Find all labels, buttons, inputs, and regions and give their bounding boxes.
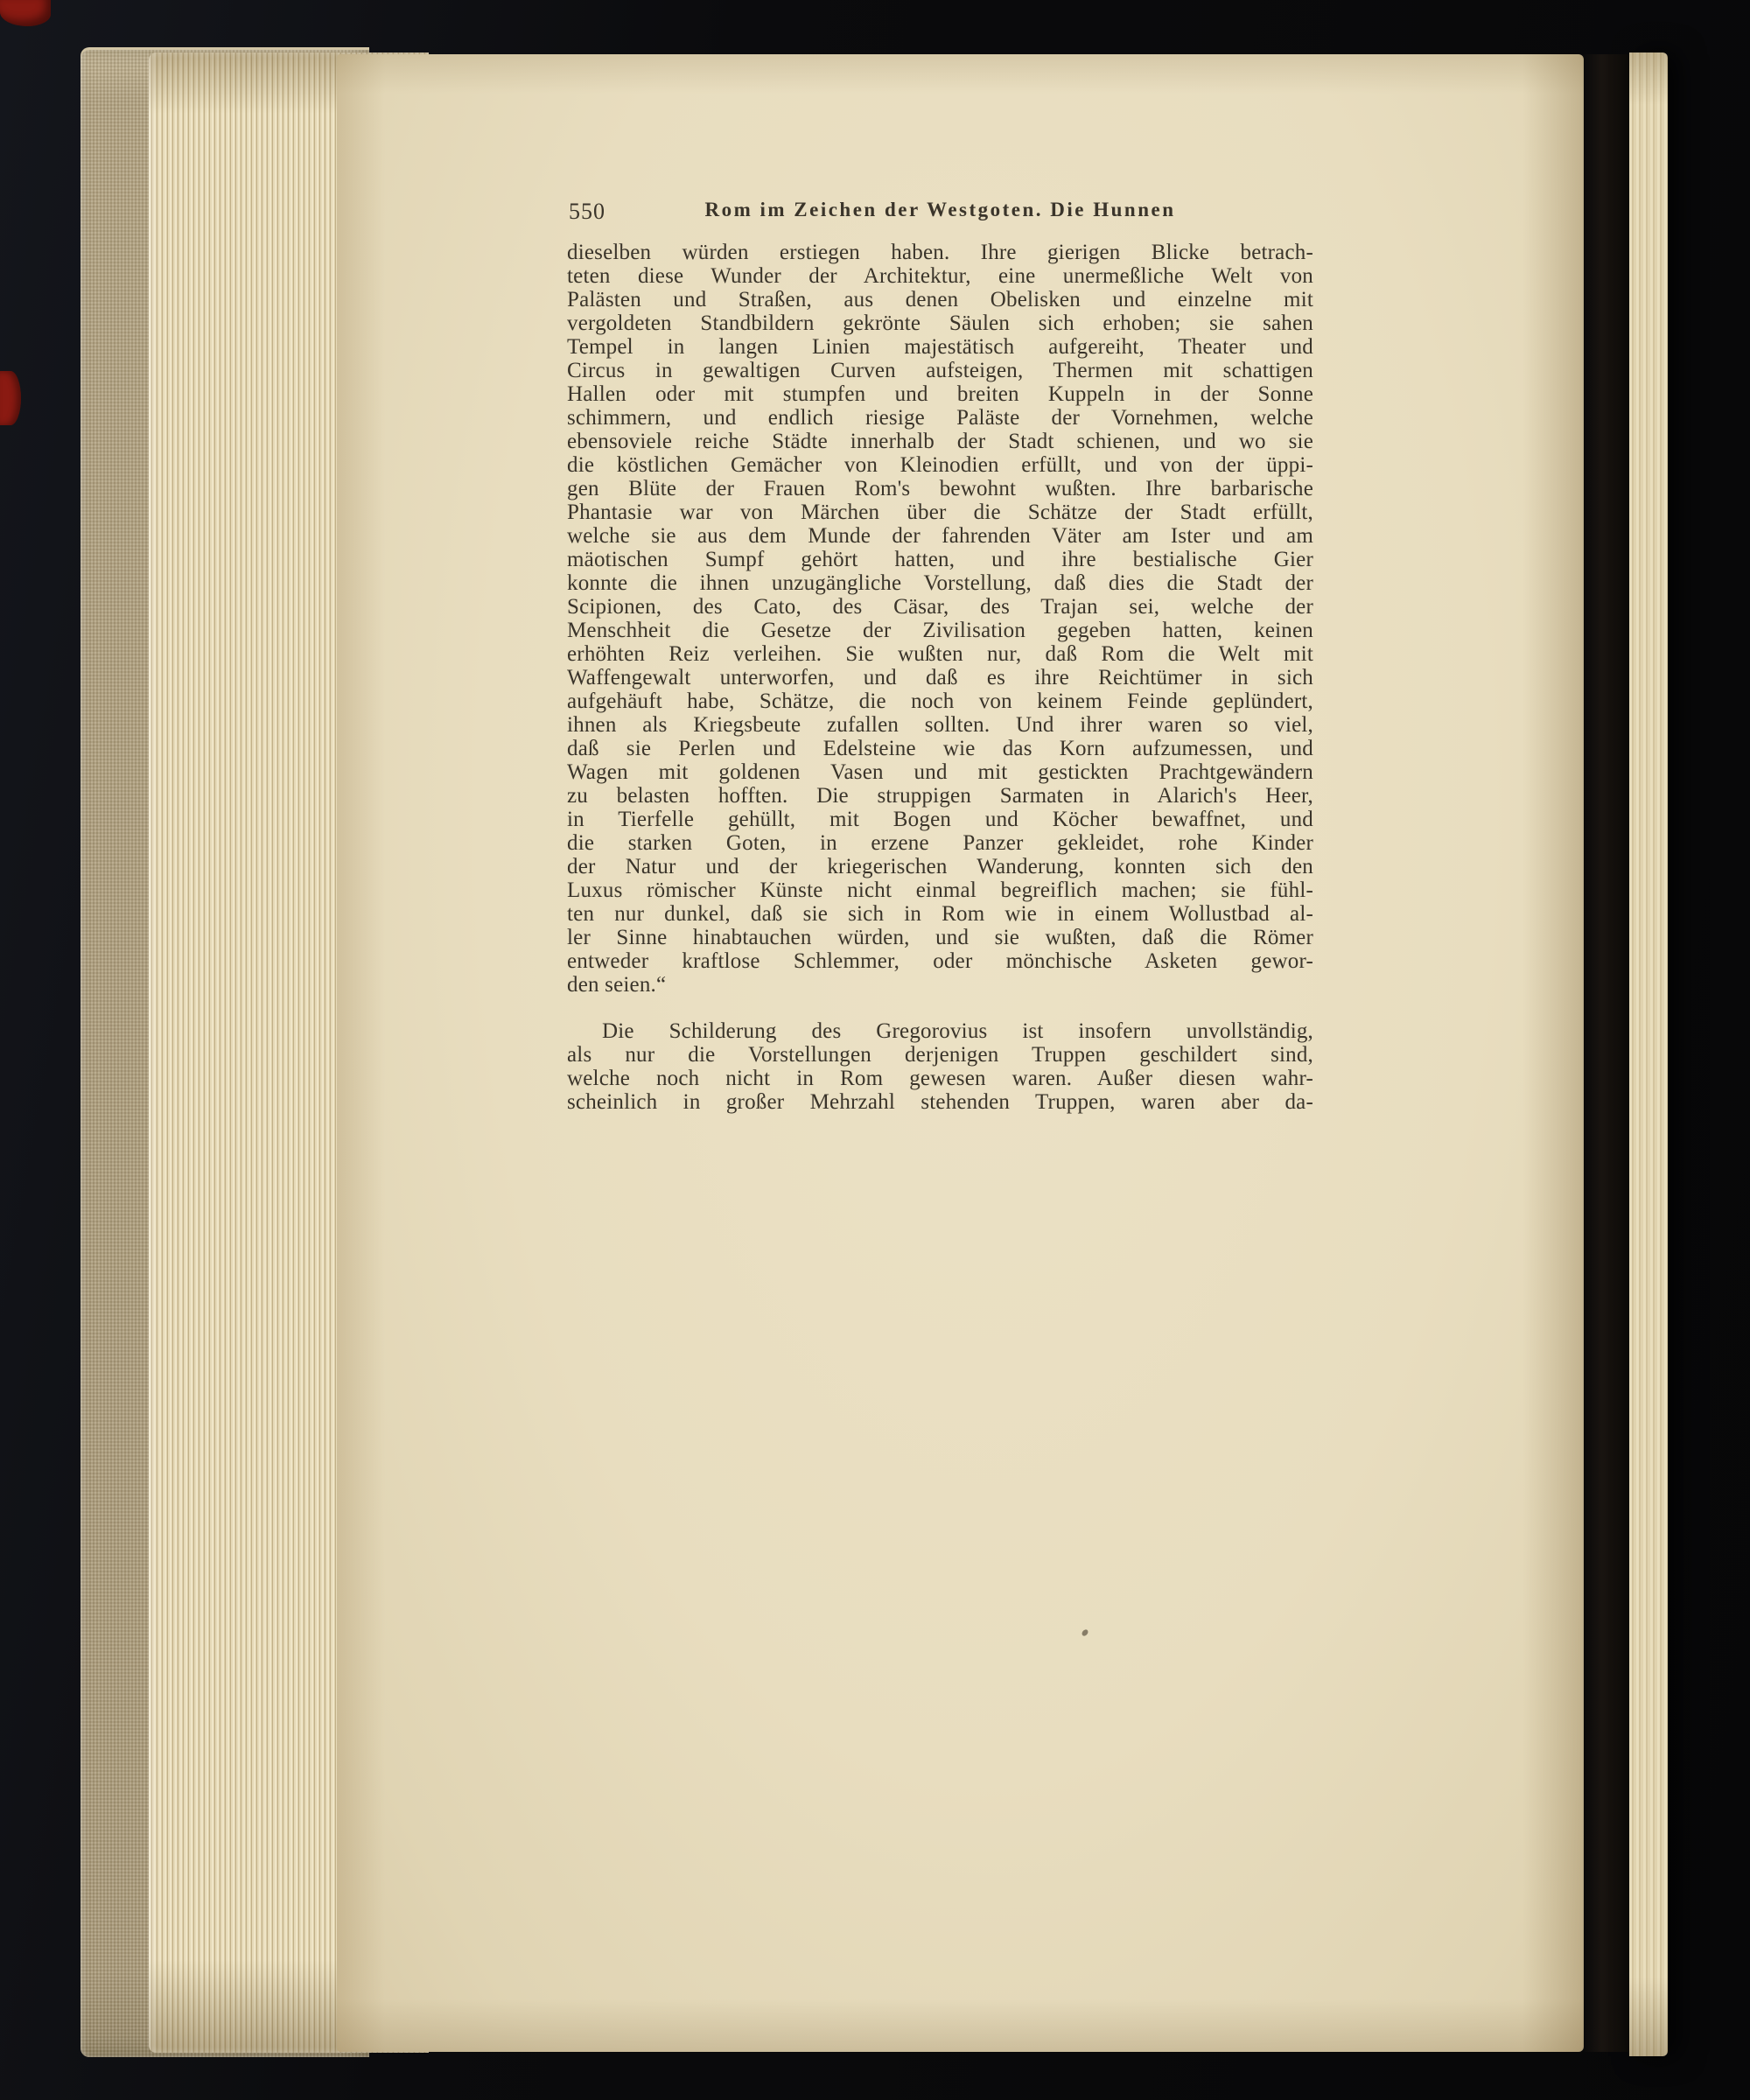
text-line: vergoldeten Standbildern gekrönte Säulen sich erhoben; sie sahen [567, 312, 1313, 335]
text-line: der Natur und der kriegerischen Wanderung, konnten sich den [567, 855, 1313, 878]
page-speck [1081, 1628, 1089, 1637]
page-text-block [567, 199, 1313, 1114]
text-line: Scipionen, des Cato, des Cäsar, des Trajan sei, welche der [567, 595, 1313, 619]
running-title: Rom im Zeichen der Westgoten. Die Hunnen [704, 199, 1176, 220]
text-line: gen Blüte der Frauen Rom's bewohnt wußten. Ihre barbarische [567, 477, 1313, 500]
red-mark-top-left [0, 0, 51, 26]
text-line: scheinlich in großer Mehrzahl stehenden Truppen, waren aber da- [567, 1090, 1313, 1114]
paragraph-commentary [567, 1019, 1313, 1114]
text-line: dieselben würden erstiegen haben. Ihre gierigen Blicke betrach- [567, 241, 1313, 264]
text-line: Die Schilderung des Gregorovius ist insofern unvollständig, [602, 1019, 1313, 1043]
text-line: Hallen oder mit stumpfen und breiten Kuppeln in der Sonne [567, 382, 1313, 406]
text-line: konnte die ihnen unzugängliche Vorstellung, daß dies die Stadt der [567, 571, 1313, 595]
red-mark-left-edge [0, 371, 21, 425]
text-line: schimmern, und endlich riesige Paläste der Vornehmen, welche [567, 406, 1313, 430]
book-page [337, 54, 1584, 2052]
paragraph-quotation [567, 241, 1313, 997]
text-line: ten nur dunkel, daß sie sich in Rom wie in einem Wollustbad al- [567, 902, 1313, 926]
page-number: 550 [569, 199, 606, 224]
text-line: zu belasten hofften. Die struppigen Sarmaten in Alarich's Heer, [567, 784, 1313, 808]
text-line: mäotischen Sumpf gehört hatten, und ihre bestialische Gier [567, 548, 1313, 571]
text-line: erhöhten Reiz verleihen. Sie wußten nur, daß Rom die Welt mit [567, 642, 1313, 666]
open-book [79, 44, 1671, 2061]
text-line: Circus in gewaltigen Curven aufsteigen, Thermen mit schattigen [567, 359, 1313, 382]
text-line: daß sie Perlen und Edelsteine wie das Korn aufzumessen, und [567, 737, 1313, 760]
text-line: in Tierfelle gehüllt, mit Bogen und Köcher bewaffnet, und [567, 808, 1313, 831]
text-line: als nur die Vorstellungen derjenigen Truppen geschildert sind, [567, 1043, 1313, 1067]
text-line: Tempel in langen Linien majestätisch aufgereiht, Theater und [567, 335, 1313, 359]
page-header [567, 199, 1313, 225]
text-line: die starken Goten, in erzene Panzer gekleidet, rohe Kinder [567, 831, 1313, 855]
text-line: ler Sinne hinabtauchen würden, und sie wußten, daß die Römer [567, 926, 1313, 949]
text-line: Phantasie war von Märchen über die Schätze der Stadt erfüllt, [567, 500, 1313, 524]
text-line: Luxus römischer Künste nicht einmal begreiflich machen; sie fühl- [567, 878, 1313, 902]
text-line: ihnen als Kriegsbeute zufallen sollten. Und ihrer waren so viel, [567, 713, 1313, 737]
text-line: aufgehäuft habe, Schätze, die noch von keinem Feinde geplündert, [567, 690, 1313, 713]
text-line: ebensoviele reiche Städte innerhalb der Stadt schienen, und wo sie [567, 430, 1313, 453]
facing-page-edge [1629, 52, 1668, 2056]
text-line: teten diese Wunder der Architektur, eine unermeßliche Welt von [567, 264, 1313, 288]
text-line: Palästen und Straßen, aus denen Obelisken und einzelne mit [567, 288, 1313, 312]
text-line: entweder kraftlose Schlemmer, oder mönchische Asketen gewor- [567, 949, 1313, 973]
text-line: Menschheit die Gesetze der Zivilisation gegeben hatten, keinen [567, 619, 1313, 642]
gutter-shadow [1582, 54, 1631, 2052]
text-line: Wagen mit goldenen Vasen und mit gestickten Prachtgewändern [567, 760, 1313, 784]
text-line: welche sie aus dem Munde der fahrenden Väter am Ister und am [567, 524, 1313, 548]
text-line: welche noch nicht in Rom gewesen waren. Außer diesen wahr- [567, 1067, 1313, 1090]
text-line: die köstlichen Gemächer von Kleinodien erfüllt, und von der üppi- [567, 453, 1313, 477]
text-line: Waffengewalt unterworfen, und daß es ihre Reichtümer in sich [567, 666, 1313, 690]
text-line: den seien.“ [567, 973, 667, 997]
